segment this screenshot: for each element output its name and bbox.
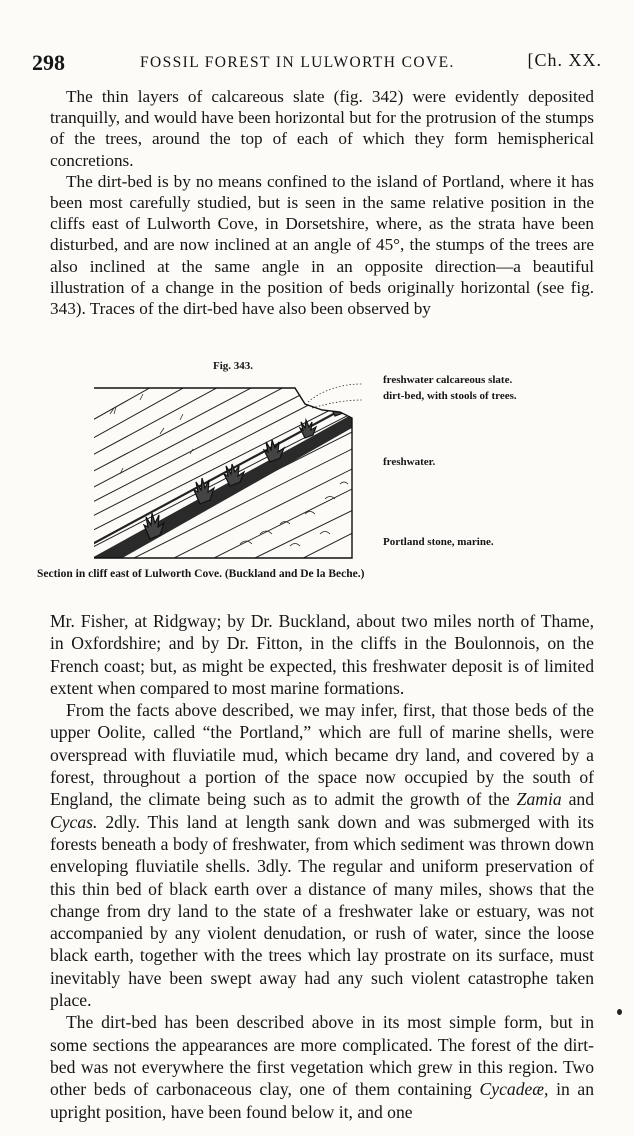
- paragraph-inferences: [50, 699, 594, 1011]
- text-block-top: [50, 86, 594, 319]
- figure-caption: Section in cliff east of Lulworth Cove. (Buckland and De la Beche.): [37, 568, 365, 580]
- complicated-text-b: in an upright position, have been found below it, and one: [50, 1079, 594, 1122]
- label-leader: [308, 384, 362, 402]
- chapter-label: [Ch. XX.: [527, 50, 602, 70]
- label-dirt-bed: dirt-bed, with stools of trees.: [383, 390, 517, 402]
- text-block-bottom: [50, 610, 594, 1123]
- figure-343: [37, 358, 600, 584]
- paragraph-calcareous-slate: The thin layers of calcareous slate (fig. 342) were evidently deposited tranquilly, and would have been horizontal but for the protrusion of the stumps of the trees, around the top of each of which they form hemispherical concretions.: [50, 87, 594, 170]
- paragraph-dirt-bed-lulworth: The dirt-bed is by no means confined to the island of Portland, where it has been most carefully studied, but is seen in the same relative position in the cliffs east of Lulworth Cove, in Dorsetshire, where, as the strata have been disturbed, and are now inclined at an angle of 45°, the stumps of the trees are also inclined at the same angle in an opposite direction—a beautiful illustration of a change in the position of beds originally horizontal (see fig. 343). Traces of the dirt-bed have also been observed by: [50, 171, 594, 319]
- taxon-cycas: Cycas.: [50, 811, 98, 832]
- figure-number: Fig. 343.: [213, 360, 254, 372]
- margin-mark: [617, 1009, 622, 1015]
- paragraph-complicated-sections: [50, 1011, 594, 1122]
- running-header: [32, 50, 604, 80]
- inference-text-a: From the facts above described, we may infer, first, that those beds of the upper Oolite, called “the Portland,” which are full of marine shells, were overspread with fluviatile mud, which became dry land, and covered by a forest, throughout a portion of the space now occupied by the south of England, the climate being such as to admit the growth of the: [50, 700, 594, 810]
- taxon-zamia: Zamia: [516, 789, 562, 810]
- inference-text-b: 2dly. This land at length sank down and was submerged with its forests beneath a body of freshwater, from which sediment was thrown down enveloping fluviatile shells. 3dly. The regular and uniform preservation of this thin bed of black earth over a distance of many miles, shows that the change from dry land to the state of a freshwater lake or estuary, was not accompanied by any violent denudation, or rush of water, since the loose black earth, together with the trees which lay prostrate on its surface, must inevitably have been swept away had any such violent catastrophe taken place.: [50, 811, 594, 1011]
- cliff-section-illustration: [90, 374, 380, 562]
- label-calcareous-slate: freshwater calcareous slate.: [383, 374, 513, 386]
- paragraph-other-localities: Mr. Fisher, at Ridgway; by Dr. Buckland, about two miles north of Thame, in Oxfordshire; and by Dr. Fitton, in the cliffs in the Boulonnois, on the French coast; but, as might be expected, this freshwater deposit is of limited extent when compared to most marine formations.: [50, 611, 594, 698]
- label-portland-stone: Portland stone, marine.: [383, 536, 494, 548]
- label-freshwater: freshwater.: [383, 456, 436, 468]
- complicated-text-a: The dirt-bed has been described above in its most simple form, but in some sections the appearances are more complicated. The forest of the dirt-bed was not everywhere the first vegetation which grew in this region. Two other beds of carbonaceous clay, one of them containing: [50, 1012, 594, 1100]
- inference-text-and: and: [561, 789, 594, 810]
- page-number: 298: [32, 50, 65, 75]
- running-title: FOSSIL FOREST IN LULWORTH COVE.: [140, 54, 455, 71]
- taxon-cycadeae: Cycadeæ,: [479, 1079, 549, 1100]
